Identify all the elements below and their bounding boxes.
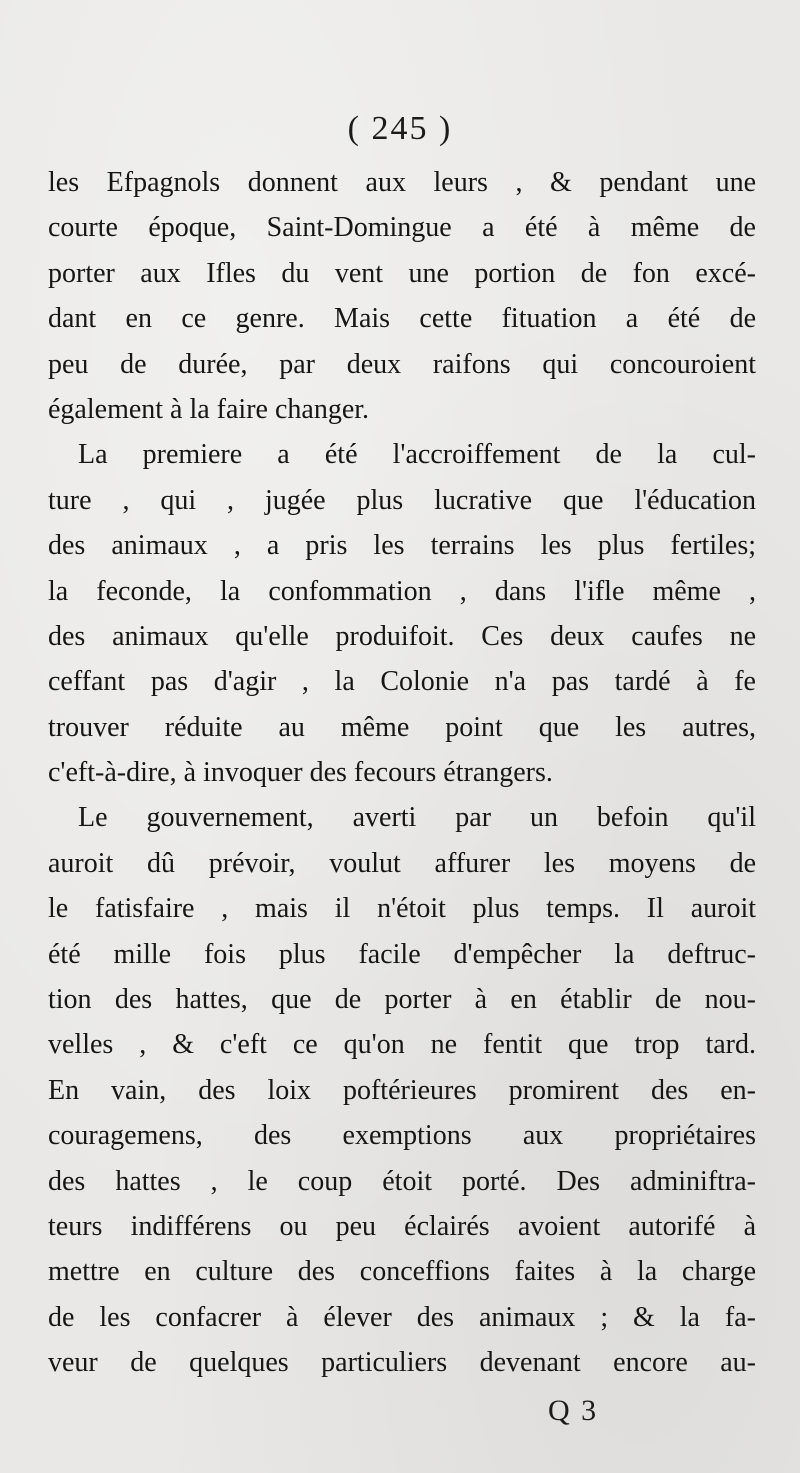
text-line: des animaux qu'elle produifoit. Ces deux caufes ne bbox=[48, 620, 756, 652]
text-line: teurs indifférens ou peu éclairés avoient autorifé à bbox=[48, 1210, 756, 1242]
text-line: couragemens, des exemptions aux propriétaires bbox=[48, 1120, 756, 1152]
page-number: ( 245 ) bbox=[347, 110, 453, 147]
text-line: été mille fois plus facile d'empêcher la deftruc- bbox=[48, 938, 756, 970]
body-text bbox=[48, 160, 756, 1386]
text-line: des hattes , le coup étoit porté. Des adminiftra- bbox=[48, 1165, 756, 1197]
text-line: ture , qui , jugée plus lucrative que l'éducation bbox=[48, 484, 756, 516]
text-line: les Efpagnols donnent aux leurs , & pendant une bbox=[48, 167, 756, 198]
text-line: veur de quelques particuliers devenant encore au- bbox=[48, 1347, 756, 1379]
text-line: le fatisfaire , mais il n'étoit plus temps. Il auroit bbox=[48, 893, 756, 925]
text-line: Le gouvernement, averti par un befoin qu'il bbox=[78, 802, 756, 834]
text-line: La premiere a été l'accroiffement de la cul- bbox=[78, 439, 756, 471]
text-line: trouver réduite au même point que les autres, bbox=[48, 711, 756, 743]
text-line: courte époque, Saint-Domingue a été à même de bbox=[48, 212, 756, 244]
text-line: également à la faire changer. bbox=[48, 393, 370, 425]
text-line: peu de durée, par deux raifons qui concouroient bbox=[48, 348, 756, 380]
signature-mark: Q 3 bbox=[548, 1394, 599, 1427]
text-line: mettre en culture des conceffions faites à la charge bbox=[48, 1256, 756, 1288]
text-line: des animaux , a pris les terrains les plus fertiles; bbox=[48, 530, 756, 562]
text-line: de les confacrer à élever des animaux ; & la fa- bbox=[48, 1301, 756, 1333]
text-line: dant en ce genre. Mais cette fituation a été de bbox=[48, 303, 756, 335]
text-line: porter aux Ifles du vent une portion de fon excé- bbox=[48, 257, 756, 289]
text-line: c'eft-à-dire, à invoquer des fecours étrangers. bbox=[48, 757, 553, 789]
text-line: la feconde, la confommation , dans l'ifle même , bbox=[48, 575, 756, 607]
text-line: auroit dû prévoir, voulut affurer les moyens de bbox=[48, 847, 756, 879]
text-line: tion des hattes, que de porter à en établir de nou- bbox=[48, 984, 756, 1016]
text-line: En vain, des loix poftérieures promirent des en- bbox=[48, 1074, 756, 1106]
text-line: ceffant pas d'agir , la Colonie n'a pas tardé à fe bbox=[48, 666, 756, 698]
text-line: velles , & c'eft ce qu'on ne fentit que trop tard. bbox=[48, 1029, 756, 1061]
